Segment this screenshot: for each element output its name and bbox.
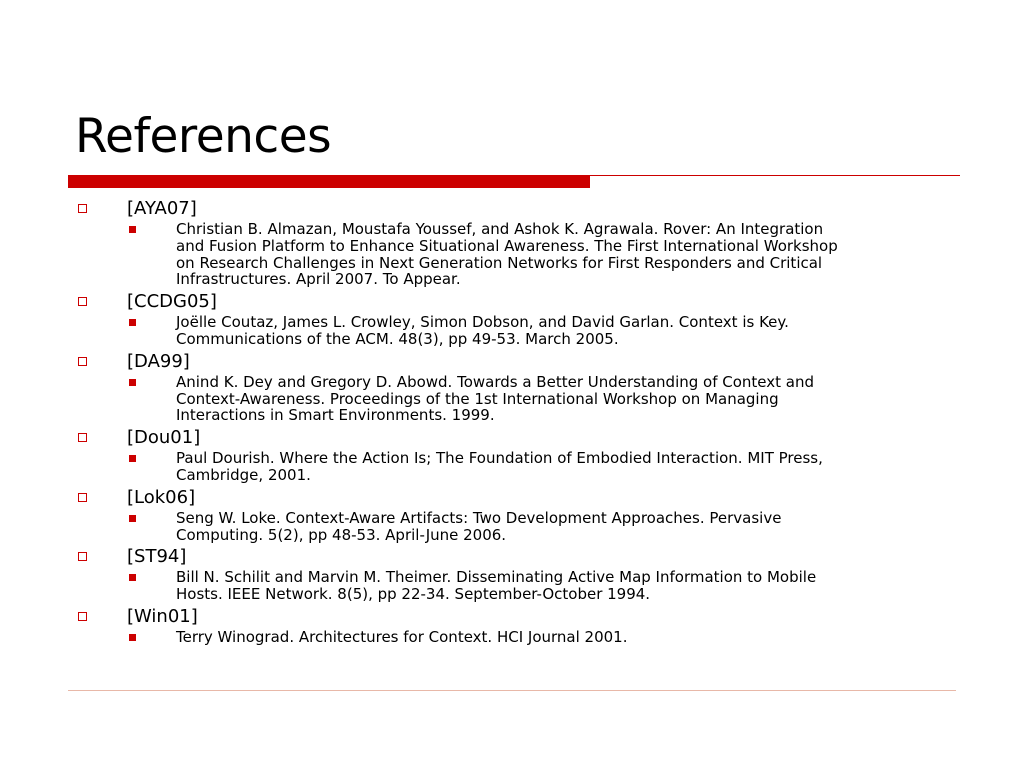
reference-item <box>75 291 955 348</box>
reference-key-row <box>75 291 955 313</box>
filled-square-bullet-icon <box>129 574 136 581</box>
citation-line: Communications of the ACM. 48(3), pp 49-53. March 2005. <box>176 329 619 348</box>
citation-line: Context-Awareness. Proceedings of the 1st International Workshop on Managing <box>176 389 779 408</box>
reference-item <box>75 546 955 603</box>
reference-key-row <box>75 198 955 220</box>
reference-key-row <box>75 351 955 373</box>
footer-divider <box>68 690 956 691</box>
filled-square-bullet-icon <box>129 634 136 641</box>
citation-line: Seng W. Loke. Context-Aware Artifacts: Two Development Approaches. Pervasive <box>176 508 782 527</box>
reference-key: [ST94] <box>127 546 187 568</box>
reference-key-row <box>75 606 955 628</box>
reference-citation <box>75 314 946 348</box>
reference-citation <box>75 374 946 424</box>
reference-citation <box>75 510 946 544</box>
citation-line: Paul Dourish. Where the Action Is; The Foundation of Embodied Interaction. MIT Press, <box>176 449 823 468</box>
title-underline-thick-bar <box>68 175 590 188</box>
citation-line: Terry Winograd. Architectures for Context. HCI Journal 2001. <box>176 627 628 646</box>
reference-citation <box>75 569 946 603</box>
hollow-square-bullet-icon <box>78 612 87 621</box>
filled-square-bullet-icon <box>129 515 136 522</box>
hollow-square-bullet-icon <box>78 204 87 213</box>
citation-line: Interactions in Smart Environments. 1999. <box>176 406 495 425</box>
reference-key: [AYA07] <box>127 198 197 219</box>
reference-key: [CCDG05] <box>127 291 217 313</box>
reference-item <box>75 351 955 424</box>
reference-key: [Win01] <box>127 605 198 627</box>
references-list <box>75 198 955 649</box>
reference-item <box>75 427 955 484</box>
reference-key-row <box>75 546 955 568</box>
citation-line: and Fusion Platform to Enhance Situational Awareness. The First International Workshop <box>176 236 838 255</box>
hollow-square-bullet-icon <box>78 433 87 442</box>
title-underline-thin-line <box>590 175 960 176</box>
hollow-square-bullet-icon <box>78 357 87 366</box>
citation-line: Anind K. Dey and Gregory D. Abowd. Towards a Better Understanding of Context and <box>176 372 815 391</box>
reference-item <box>75 198 955 288</box>
reference-key-row <box>75 487 955 509</box>
reference-citation <box>75 221 946 288</box>
citation-line: Infrastructures. April 2007. To Appear. <box>176 270 461 289</box>
filled-square-bullet-icon <box>129 379 136 386</box>
hollow-square-bullet-icon <box>78 493 87 502</box>
reference-key: [Dou01] <box>127 427 201 449</box>
filled-square-bullet-icon <box>129 455 136 462</box>
reference-key: [DA99] <box>127 350 190 372</box>
title-underline <box>68 175 960 188</box>
slide-title: References <box>75 109 332 164</box>
reference-item <box>75 606 955 646</box>
hollow-square-bullet-icon <box>78 552 87 561</box>
citation-line: Cambridge, 2001. <box>176 465 311 484</box>
reference-citation <box>75 629 946 646</box>
reference-key: [Lok06] <box>127 486 196 508</box>
reference-key-row <box>75 427 955 449</box>
citation-line: on Research Challenges in Next Generation Networks for First Responders and Critical <box>176 253 823 272</box>
reference-citation <box>75 450 946 484</box>
citation-line: Joëlle Coutaz, James L. Crowley, Simon Dobson, and David Garlan. Context is Key. <box>176 313 789 332</box>
citation-line: Christian B. Almazan, Moustafa Youssef, and Ashok K. Agrawala. Rover: An Integration <box>176 220 824 238</box>
citation-line: Computing. 5(2), pp 48-53. April-June 2006. <box>176 525 507 544</box>
hollow-square-bullet-icon <box>78 297 87 306</box>
filled-square-bullet-icon <box>129 226 136 233</box>
reference-item <box>75 487 955 544</box>
citation-line: Hosts. IEEE Network. 8(5), pp 22-34. September-October 1994. <box>176 585 651 604</box>
filled-square-bullet-icon <box>129 319 136 326</box>
citation-line: Bill N. Schilit and Marvin M. Theimer. Disseminating Active Map Information to Mobile <box>176 568 817 587</box>
